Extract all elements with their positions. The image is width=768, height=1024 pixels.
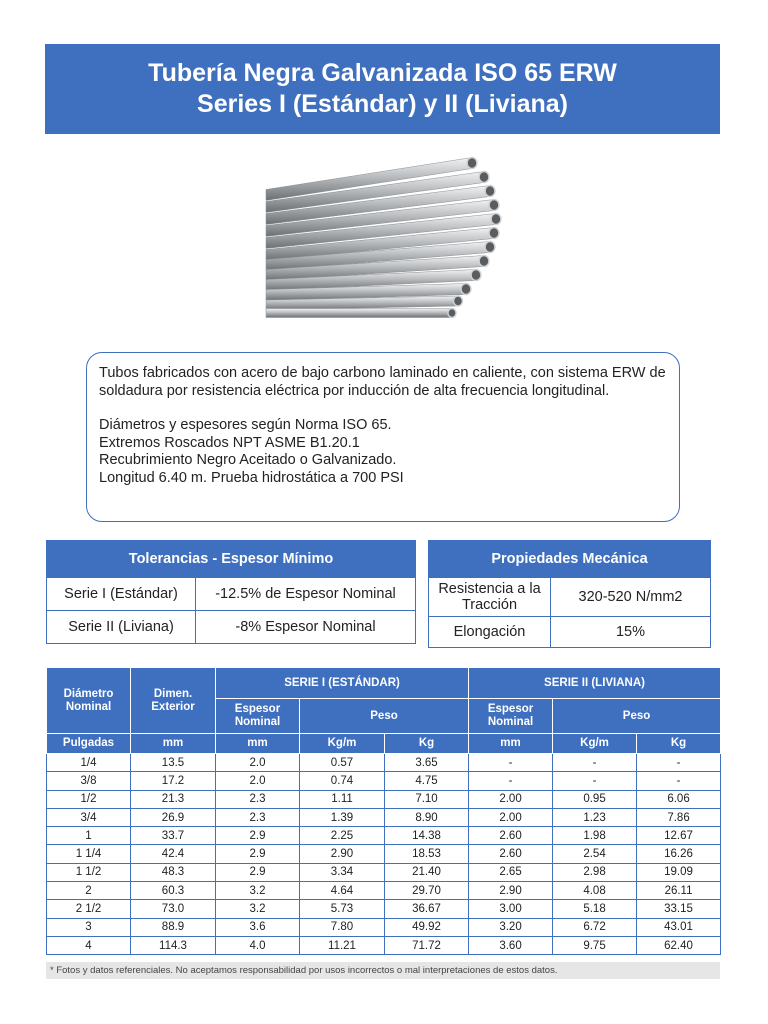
unit-header: Kg [637, 734, 721, 754]
table-cell: 8.90 [385, 808, 469, 826]
table-cell: 62.40 [637, 936, 721, 954]
description-box [86, 352, 680, 522]
table-cell: 1 1/4 [47, 845, 131, 863]
table-row [47, 900, 721, 918]
table-cell: 1 1/2 [47, 863, 131, 881]
table-cell: 6.72 [553, 918, 637, 936]
table-cell: 60.3 [131, 882, 216, 900]
table-cell: 2.0 [216, 754, 300, 772]
col-exterior-header: Dimen. Exterior [131, 668, 216, 734]
table-cell: 0.74 [300, 772, 385, 790]
serie1-peso-header: Peso [300, 699, 469, 734]
table-cell: 3.60 [469, 936, 553, 954]
table-cell: 2.60 [469, 827, 553, 845]
properties-table [428, 540, 711, 648]
table-cell: 2.25 [300, 827, 385, 845]
table-cell: 18.53 [385, 845, 469, 863]
table-cell: - [469, 772, 553, 790]
table-cell: 3.20 [469, 918, 553, 936]
table-cell: 3/8 [47, 772, 131, 790]
table-cell: 2.65 [469, 863, 553, 881]
table-cell: 3 [47, 918, 131, 936]
table-cell: 33.7 [131, 827, 216, 845]
spec-line: Longitud 6.40 m. Prueba hidrostática a 700 PSI [99, 469, 404, 486]
table-row [47, 772, 721, 790]
table-cell: 16.26 [637, 845, 721, 863]
table-cell: 3.00 [469, 900, 553, 918]
serie2-espesor-header: Espesor Nominal [469, 699, 553, 734]
table-cell: 3.6 [216, 918, 300, 936]
tolerances-title: Tolerancias - Espesor Mínimo [47, 541, 416, 578]
serie1-header: SERIE I (ESTÁNDAR) [216, 668, 469, 699]
table-cell: 5.73 [300, 900, 385, 918]
table-row [47, 790, 721, 808]
table-cell: 13.5 [131, 754, 216, 772]
table-cell: 17.2 [131, 772, 216, 790]
table-cell: 2.98 [553, 863, 637, 881]
table-cell: 7.86 [637, 808, 721, 826]
table-cell: 3.2 [216, 900, 300, 918]
table-cell: 71.72 [385, 936, 469, 954]
spec-line: Diámetros y espesores según Norma ISO 65. [99, 417, 392, 433]
table-cell: 3/4 [47, 808, 131, 826]
table-cell: 4.75 [385, 772, 469, 790]
table-row [429, 578, 711, 617]
properties-title: Propiedades Mecánica [429, 541, 711, 578]
table-cell: 26.11 [637, 882, 721, 900]
table-cell: 42.4 [131, 845, 216, 863]
table-row [47, 845, 721, 863]
table-cell: 4.0 [216, 936, 300, 954]
serie2-header: SERIE II (LIVIANA) [469, 668, 721, 699]
unit-header: mm [216, 734, 300, 754]
tolerance-value: -8% Espesor Nominal [196, 611, 416, 644]
table-cell: 3.34 [300, 863, 385, 881]
table-cell: 48.3 [131, 863, 216, 881]
table-cell: 1.11 [300, 790, 385, 808]
table-cell: 1.98 [553, 827, 637, 845]
property-value: 320-520 N/mm2 [551, 578, 711, 617]
table-cell: 12.67 [637, 827, 721, 845]
table-row [47, 611, 416, 644]
title-banner [45, 44, 720, 134]
table-cell: 14.38 [385, 827, 469, 845]
table-row [47, 578, 416, 611]
table-cell: 7.10 [385, 790, 469, 808]
table-cell: 5.18 [553, 900, 637, 918]
table-cell: 2 [47, 882, 131, 900]
table-cell: - [469, 754, 553, 772]
table-row [47, 808, 721, 826]
table-row [47, 863, 721, 881]
table-cell: 26.9 [131, 808, 216, 826]
footer-disclaimer: * Fotos y datos referenciales. No aceptamos responsabilidad por usos incorrectos o mal interpretaciones de estos datos. [46, 962, 720, 979]
table-cell: 49.92 [385, 918, 469, 936]
table-cell: 2.00 [469, 790, 553, 808]
table-row [47, 754, 721, 772]
specs-table [46, 667, 721, 955]
table-cell: 36.67 [385, 900, 469, 918]
table-cell: 19.09 [637, 863, 721, 881]
unit-header: mm [131, 734, 216, 754]
tolerance-label: Serie II (Liviana) [47, 611, 196, 644]
tolerance-label: Serie I (Estándar) [47, 578, 196, 611]
page-title-line2: Series I (Estándar) y II (Liviana) [197, 90, 568, 118]
table-cell: 2.00 [469, 808, 553, 826]
table-row [47, 882, 721, 900]
table-cell: 3.65 [385, 754, 469, 772]
col-diameter-header: Diámetro Nominal [47, 668, 131, 734]
table-cell: 2.0 [216, 772, 300, 790]
page-title-line1: Tubería Negra Galvanizada ISO 65 ERW [148, 59, 617, 87]
table-row [47, 936, 721, 954]
table-cell: 4.64 [300, 882, 385, 900]
steel-pipes-bundle-image [262, 155, 510, 335]
table-cell: - [553, 754, 637, 772]
table-cell: 114.3 [131, 936, 216, 954]
table-cell: 2 1/2 [47, 900, 131, 918]
table-row [47, 918, 721, 936]
table-cell: 0.57 [300, 754, 385, 772]
table-cell: - [637, 754, 721, 772]
table-cell: 2.3 [216, 790, 300, 808]
table-row [429, 617, 711, 648]
unit-header: mm [469, 734, 553, 754]
table-cell: 21.40 [385, 863, 469, 881]
property-label: Elongación [429, 617, 551, 648]
unit-header: Kg/m [300, 734, 385, 754]
table-cell: 21.3 [131, 790, 216, 808]
table-row [47, 827, 721, 845]
table-cell: 7.80 [300, 918, 385, 936]
table-cell: 4 [47, 936, 131, 954]
tolerances-table [46, 540, 416, 644]
unit-header: Kg [385, 734, 469, 754]
table-cell: 2.9 [216, 827, 300, 845]
table-cell: - [637, 772, 721, 790]
table-cell: 9.75 [553, 936, 637, 954]
table-cell: 2.60 [469, 845, 553, 863]
table-cell: 11.21 [300, 936, 385, 954]
table-cell: 0.95 [553, 790, 637, 808]
serie2-peso-header: Peso [553, 699, 721, 734]
table-cell: - [553, 772, 637, 790]
table-cell: 2.54 [553, 845, 637, 863]
table-cell: 2.90 [300, 845, 385, 863]
table-cell: 6.06 [637, 790, 721, 808]
table-cell: 3.2 [216, 882, 300, 900]
table-cell: 1.39 [300, 808, 385, 826]
table-cell: 1 [47, 827, 131, 845]
table-cell: 2.3 [216, 808, 300, 826]
property-label: Resistencia a la Tracción [429, 578, 551, 617]
table-cell: 33.15 [637, 900, 721, 918]
table-cell: 2.90 [469, 882, 553, 900]
table-cell: 43.01 [637, 918, 721, 936]
table-cell: 2.9 [216, 863, 300, 881]
serie1-espesor-header: Espesor Nominal [216, 699, 300, 734]
table-cell: 1/4 [47, 754, 131, 772]
table-cell: 1.23 [553, 808, 637, 826]
property-value: 15% [551, 617, 711, 648]
table-cell: 2.9 [216, 845, 300, 863]
unit-header: Kg/m [553, 734, 637, 754]
table-cell: 73.0 [131, 900, 216, 918]
table-cell: 88.9 [131, 918, 216, 936]
table-cell: 1/2 [47, 790, 131, 808]
table-cell: 29.70 [385, 882, 469, 900]
spec-line: Recubrimiento Negro Aceitado o Galvanizado. [99, 452, 397, 468]
unit-header: Pulgadas [47, 734, 131, 754]
spec-line: Extremos Roscados NPT ASME B1.20.1 [99, 434, 360, 451]
tolerance-value: -12.5% de Espesor Nominal [196, 578, 416, 611]
description-paragraph: Tubos fabricados con acero de bajo carbono laminado en caliente, con sistema ERW de soldadura por resistencia eléctrica por inducción de alta frecuencia longitudinal. [99, 365, 666, 399]
table-cell: 4.08 [553, 882, 637, 900]
